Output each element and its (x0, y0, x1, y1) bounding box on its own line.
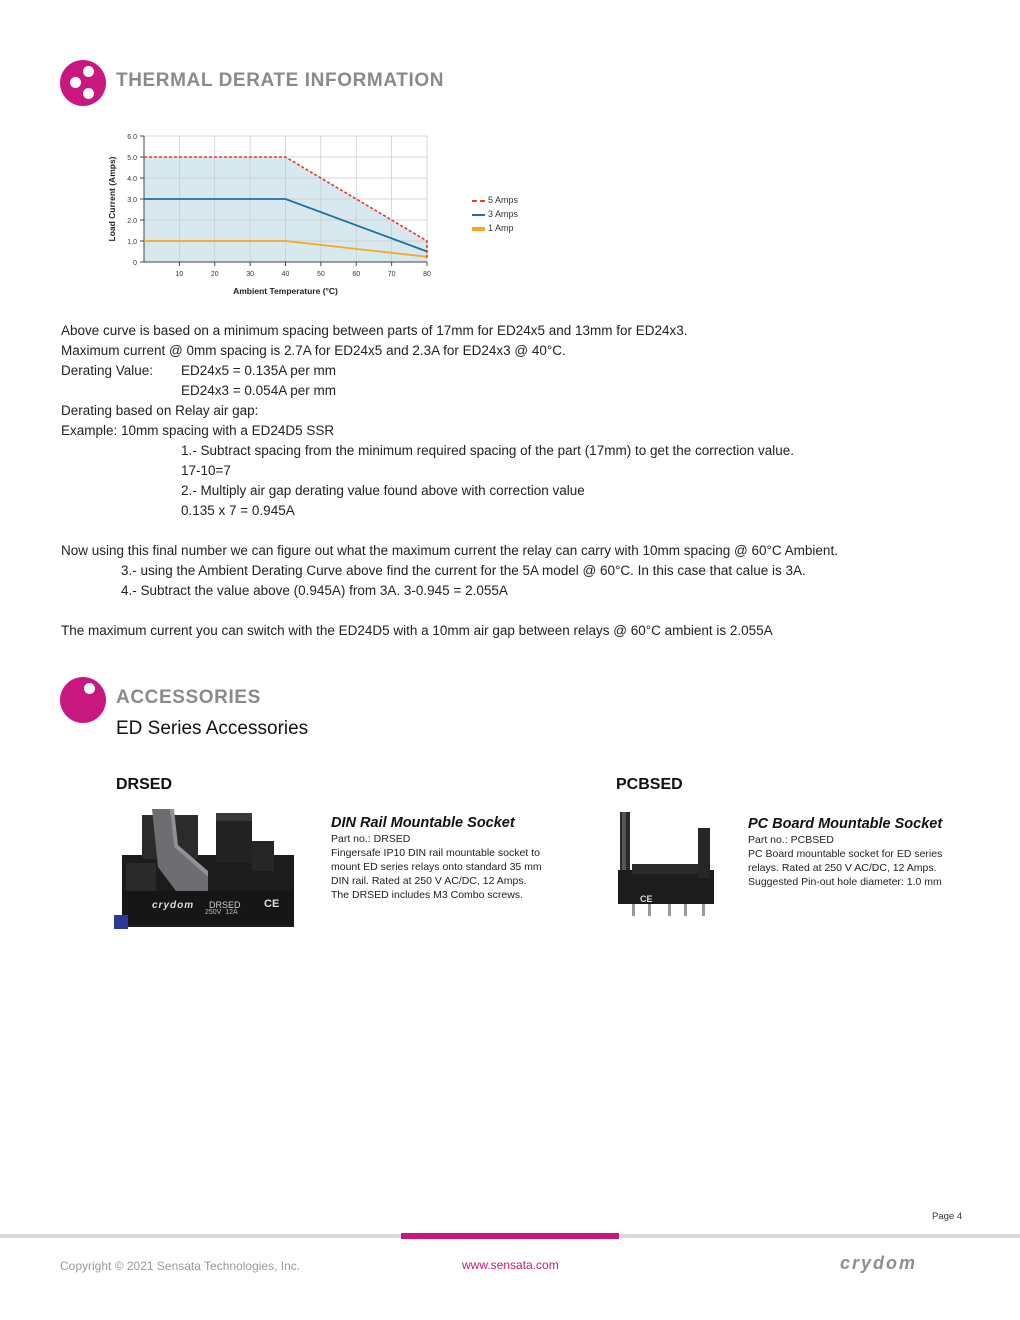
product-partno-drsed: Part no.: DRSED (331, 833, 411, 845)
chart-y-tick-label: 4.0 (127, 176, 137, 183)
chart-y-tick-label: 1.0 (127, 239, 137, 246)
chart-y-tick-label: 0 (133, 260, 137, 267)
chart-y-tick-label: 6.0 (127, 134, 137, 141)
drsed-label-brand: crydom (152, 900, 195, 911)
text-line: 2.- Multiply air gap derating value found above with correction value (181, 483, 585, 498)
thermal-derate-chart (0, 0, 1020, 310)
chart-x-tick-label: 80 (423, 271, 431, 278)
text-line: 1.- Subtract spacing from the minimum required spacing of the part (17mm) to get the correction value. (181, 443, 795, 458)
legend-swatch-5a (472, 200, 485, 202)
chart-x-tick-label: 30 (246, 271, 255, 278)
pcbsed-label-cert: CE (640, 894, 653, 904)
chart-y-tick-label: 3.0 (127, 197, 137, 204)
chart-x-tick-label: 60 (352, 271, 361, 278)
product-code-pcbsed: PCBSED (616, 776, 683, 793)
text-line: Above curve is based on a minimum spacing between parts of 17mm for ED24x5 and 13mm for ED24x3. (61, 323, 688, 338)
chart-y-axis-title: Load Current (Amps) (107, 156, 117, 242)
text-line: 17-10=7 (181, 463, 231, 478)
drsed-socket-image (112, 807, 302, 937)
pcbsed-socket-image (612, 808, 716, 918)
product-desc-pcbsed: PC Board mountable socket for ED series relays. Rated at 250 V AC/DC, 12 Amps. Suggested Pin-out hole diameter: 1.0 mm (748, 848, 943, 888)
footer-accent-bar (401, 1233, 619, 1239)
text-line: ED24x3 = 0.054A per mm (181, 383, 336, 398)
text-line: Derating based on Relay air gap: (61, 403, 259, 418)
chart-y-tick-label: 2.0 (127, 218, 137, 225)
chart-x-tick-label: 20 (210, 271, 219, 278)
thermal-section-title: THERMAL DERATE INFORMATION (116, 70, 445, 91)
product-info-pcbsed (748, 816, 960, 889)
legend-label-5a: 5 Amps (488, 195, 519, 205)
text-line: Now using this final number we can figure out what the maximum current the relay can carry with 10mm spacing @ 60°C Ambient. (61, 543, 838, 558)
legend-item-5a (472, 195, 518, 205)
crydom-logo: crydom (840, 1253, 918, 1273)
product-desc-drsed: Fingersafe IP10 DIN rail mountable socket to mount ED series relays onto standard 35 mm DIN rail. Rated at 250 V AC/DC, 12 Amps. The DRSED includes M3 Combo screws. (331, 847, 542, 901)
page-number: Page 4 (932, 1211, 963, 1222)
text-line: 0.135 x 7 = 0.945A (181, 503, 295, 518)
chart-x-tick-label: 70 (387, 271, 396, 278)
text-line: Derating Value: (61, 363, 154, 378)
accessories-subtitle: ED Series Accessories (116, 718, 309, 739)
drsed-label-cert: CE (264, 898, 280, 910)
legend-swatch-3a (472, 214, 485, 216)
chart-x-axis-title: Ambient Temperature (°C) (233, 286, 338, 296)
legend-item-1a (472, 223, 514, 233)
copyright-text: Copyright © 2021 Sensata Technologies, Inc. (60, 1259, 301, 1273)
legend-swatch-1a (472, 227, 485, 231)
legend-label-3a: 3 Amps (488, 209, 519, 219)
website-link[interactable]: www.sensata.com (462, 1258, 559, 1272)
product-code-drsed: DRSED (116, 776, 173, 793)
chart-x-tick-label: 40 (281, 271, 290, 278)
text-line: Example: 10mm spacing with a ED24D5 SSR (61, 423, 335, 438)
chart-x-tick-label: 50 (316, 271, 325, 278)
text-line: 4.- Subtract the value above (0.945A) from 3A. 3-0.945 = 2.055A (121, 583, 508, 598)
chart-y-tick-label: 5.0 (127, 155, 137, 162)
product-name-pcbsed: PC Board Mountable Socket (748, 816, 943, 832)
product-partno-pcbsed: Part no.: PCBSED (748, 834, 834, 846)
text-line: The maximum current you can switch with the ED24D5 with a 10mm air gap between relays @ 60°C ambient is 2.055A (61, 623, 773, 638)
section-bullet-icon (60, 677, 106, 723)
product-name-drsed: DIN Rail Mountable Socket (331, 815, 515, 831)
product-info-drsed (331, 815, 543, 902)
drsed-label-rating: 250V 12A (205, 909, 238, 916)
legend-item-3a (472, 209, 518, 219)
text-line: ED24x5 = 0.135A per mm (181, 363, 336, 378)
legend-label-1a: 1 Amp (488, 223, 514, 233)
accessories-section-title: ACCESSORIES (116, 687, 261, 708)
text-line: 3.- using the Ambient Derating Curve above find the current for the 5A model @ 60°C. In this case that calue is 3A. (121, 563, 806, 578)
chart-x-tick-label: 10 (175, 271, 184, 278)
text-line: Maximum current @ 0mm spacing is 2.7A for ED24x5 and 2.3A for ED24x3 @ 40°C. (61, 343, 566, 358)
drsed-label-model: DRSED (209, 900, 241, 910)
